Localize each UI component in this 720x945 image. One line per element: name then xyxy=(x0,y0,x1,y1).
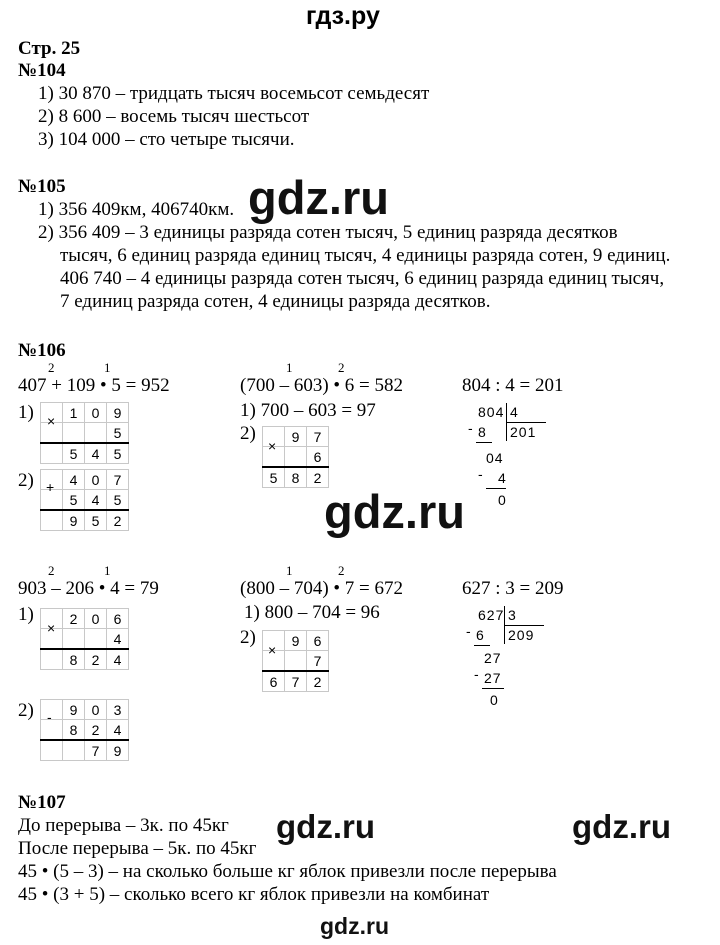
order-mark: 2 xyxy=(338,563,345,578)
grid-cell: 9 xyxy=(63,510,85,531)
grid-cell: 5 xyxy=(107,443,129,464)
grid-cell: 5 xyxy=(63,490,85,511)
grid-cell: 5 xyxy=(107,423,129,444)
division-divisor: 3 xyxy=(508,607,517,623)
grid-cell: 7 xyxy=(307,427,329,447)
grid-cell: 2 xyxy=(307,671,329,692)
expression: (700 – 603) • 6 = 582 xyxy=(240,375,404,396)
grid-cell: 4 xyxy=(107,720,129,741)
grid-cell: 9 xyxy=(63,700,85,720)
step-text: 1) 800 – 704 = 96 xyxy=(244,602,380,623)
grid-row xyxy=(41,720,129,741)
grid-cell: 0 xyxy=(85,609,107,629)
task-104-line: 3) 104 000 – сто четыре тысячи. xyxy=(38,129,295,150)
grid-cell xyxy=(41,649,63,670)
grid-cell: 8 xyxy=(63,649,85,670)
grid-cell: 6 xyxy=(263,671,285,692)
expression: (800 – 704) • 7 = 672 xyxy=(240,578,404,599)
step-label: 1) xyxy=(18,604,34,625)
grid-cell: 2 xyxy=(63,609,85,629)
grid-cell: 4 xyxy=(63,470,85,490)
division-subtrahend: 6 xyxy=(476,627,485,643)
watermark: gdz.ru xyxy=(248,171,389,224)
division-remainder: 27 xyxy=(484,650,502,666)
minus-sign: - xyxy=(468,420,474,436)
grid-cell xyxy=(85,629,107,650)
division-subtrahend: 4 xyxy=(498,470,507,486)
grid-cell xyxy=(41,510,63,531)
multiply-sign: × xyxy=(47,620,56,636)
multiply-sign: × xyxy=(268,438,277,454)
minus-sign: - xyxy=(466,623,472,639)
order-mark: 2 xyxy=(48,360,55,375)
grid-cell: 5 xyxy=(63,443,85,464)
expression: 627 : 3 = 209 xyxy=(462,578,564,599)
division-dividend: 804 xyxy=(478,404,505,420)
multiplication-grid xyxy=(40,402,129,464)
task-107-line: До перерыва – 3к. по 45кг xyxy=(18,815,229,836)
grid-cell: 6 xyxy=(307,447,329,468)
grid-cell: 1 xyxy=(63,403,85,423)
grid-cell xyxy=(63,740,85,761)
watermark: gdz.ru xyxy=(276,808,375,845)
order-mark: 2 xyxy=(338,360,345,375)
multiplication-grid xyxy=(40,608,129,670)
order-mark: 1 xyxy=(104,360,111,375)
grid-cell: 4 xyxy=(107,649,129,670)
subtraction-grid xyxy=(40,699,129,761)
grid-cell: 5 xyxy=(85,510,107,531)
grid-cell xyxy=(85,423,107,444)
grid-cell: 2 xyxy=(107,510,129,531)
task-104-title: №104 xyxy=(18,60,66,81)
task-107-title: №107 xyxy=(18,792,66,813)
task-105-line: 2) 356 409 – 3 единицы разряда сотен тысяч, 5 единиц разряда десятков xyxy=(38,222,618,243)
grid-cell: 7 xyxy=(107,470,129,490)
grid-cell: 4 xyxy=(107,629,129,650)
task-107-line: После перерыва – 5к. по 45кг xyxy=(18,838,257,859)
grid-row xyxy=(41,649,129,670)
division-quotient: 209 xyxy=(508,627,535,643)
division-dividend: 627 xyxy=(478,607,505,623)
grid-cell: 4 xyxy=(85,490,107,511)
plus-sign: + xyxy=(46,479,55,495)
grid-cell: 5 xyxy=(107,490,129,511)
task-107-line: 45 • (3 + 5) – сколько всего кг яблок привезли на комбинат xyxy=(18,884,490,905)
multiplication-grid xyxy=(262,630,329,692)
grid-cell: 9 xyxy=(107,403,129,423)
grid-cell xyxy=(41,740,63,761)
task-107-line: 45 • (5 – 3) – на сколько больше кг яблок привезли после перерыва xyxy=(18,861,557,882)
grid-cell: 6 xyxy=(307,631,329,651)
grid-cell: 2 xyxy=(85,649,107,670)
step-label: 2) xyxy=(240,627,256,648)
watermark: gdz.ru xyxy=(320,913,389,939)
grid-cell: 0 xyxy=(85,700,107,720)
grid-cell: 5 xyxy=(263,467,285,488)
minus-sign: - xyxy=(47,709,52,725)
step-label: 2) xyxy=(240,423,256,444)
grid-cell: 2 xyxy=(307,467,329,488)
multiply-sign: × xyxy=(268,642,277,658)
step-text: 1) 700 – 603 = 97 xyxy=(240,400,376,421)
division-subtrahend: 27 xyxy=(484,670,502,686)
grid-cell: 8 xyxy=(63,720,85,741)
task-105-line: 406 740 – 4 единицы разряда сотен тысяч, 6 единиц разряда единиц тысяч, xyxy=(60,268,665,289)
grid-cell: 3 xyxy=(107,700,129,720)
task-105-line: тысяч, 6 единиц разряда единиц тысяч, 4 единицы разряда сотен, 9 единиц. xyxy=(60,245,671,266)
step-label: 1) xyxy=(18,402,34,423)
site-header: гдз.ру xyxy=(306,2,380,30)
grid-row xyxy=(41,740,129,761)
grid-cell: 8 xyxy=(285,467,307,488)
watermark: gdz.ru xyxy=(572,808,671,845)
grid-cell xyxy=(63,629,85,650)
division-line xyxy=(486,488,506,489)
division-bar xyxy=(504,625,544,626)
minus-sign: - xyxy=(474,666,480,682)
expression: 903 – 206 • 4 = 79 xyxy=(18,578,159,599)
expression: 407 + 109 • 5 = 952 xyxy=(18,375,170,396)
grid-cell: 7 xyxy=(85,740,107,761)
division-bar xyxy=(506,422,546,423)
task-106-title: №106 xyxy=(18,340,66,361)
task-105-line: 1) 356 409км, 406740км. xyxy=(38,199,235,220)
order-mark: 1 xyxy=(286,563,293,578)
multiplication-grid xyxy=(262,426,329,488)
task-105-line: 7 единиц разряда сотен, 4 единицы разряда десятков. xyxy=(60,291,491,312)
order-mark: 2 xyxy=(48,563,55,578)
grid-row xyxy=(263,467,329,488)
grid-cell xyxy=(63,423,85,444)
order-mark: 1 xyxy=(104,563,111,578)
grid-row xyxy=(41,443,129,464)
task-104-line: 2) 8 600 – восемь тысяч шестьсот xyxy=(38,106,310,127)
grid-cell: 9 xyxy=(107,740,129,761)
watermark: gdz.ru xyxy=(324,485,465,538)
grid-cell: 0 xyxy=(85,470,107,490)
division-line xyxy=(476,442,492,443)
division-remainder: 0 xyxy=(490,692,499,708)
grid-cell: 9 xyxy=(285,631,307,651)
grid-cell: 7 xyxy=(285,671,307,692)
grid-cell xyxy=(285,651,307,672)
grid-cell: 9 xyxy=(285,427,307,447)
grid-cell: 2 xyxy=(85,720,107,741)
division-line xyxy=(474,645,490,646)
task-104-line: 1) 30 870 – тридцать тысяч восемьсот семьдесят xyxy=(38,83,430,104)
grid-cell: 6 xyxy=(107,609,129,629)
division-quotient: 201 xyxy=(510,424,537,440)
grid-cell xyxy=(285,447,307,468)
grid-row xyxy=(41,700,129,720)
division-subtrahend: 8 xyxy=(478,424,487,440)
grid-row xyxy=(263,671,329,692)
division-remainder: 0 xyxy=(498,492,507,508)
grid-cell: 0 xyxy=(85,403,107,423)
division-remainder: 04 xyxy=(486,450,504,466)
task-105-title: №105 xyxy=(18,176,66,197)
page-ref: Стр. 25 xyxy=(18,38,81,59)
grid-cell: 4 xyxy=(85,443,107,464)
multiply-sign: × xyxy=(47,413,56,429)
grid-cell: 7 xyxy=(307,651,329,672)
grid-row xyxy=(41,510,129,531)
step-label: 2) xyxy=(18,470,34,491)
minus-sign: - xyxy=(478,466,484,482)
order-mark: 1 xyxy=(286,360,293,375)
expression: 804 : 4 = 201 xyxy=(462,375,564,396)
grid-cell xyxy=(41,443,63,464)
division-line xyxy=(482,688,504,689)
division-divisor: 4 xyxy=(510,404,519,420)
step-label: 2) xyxy=(18,700,34,721)
